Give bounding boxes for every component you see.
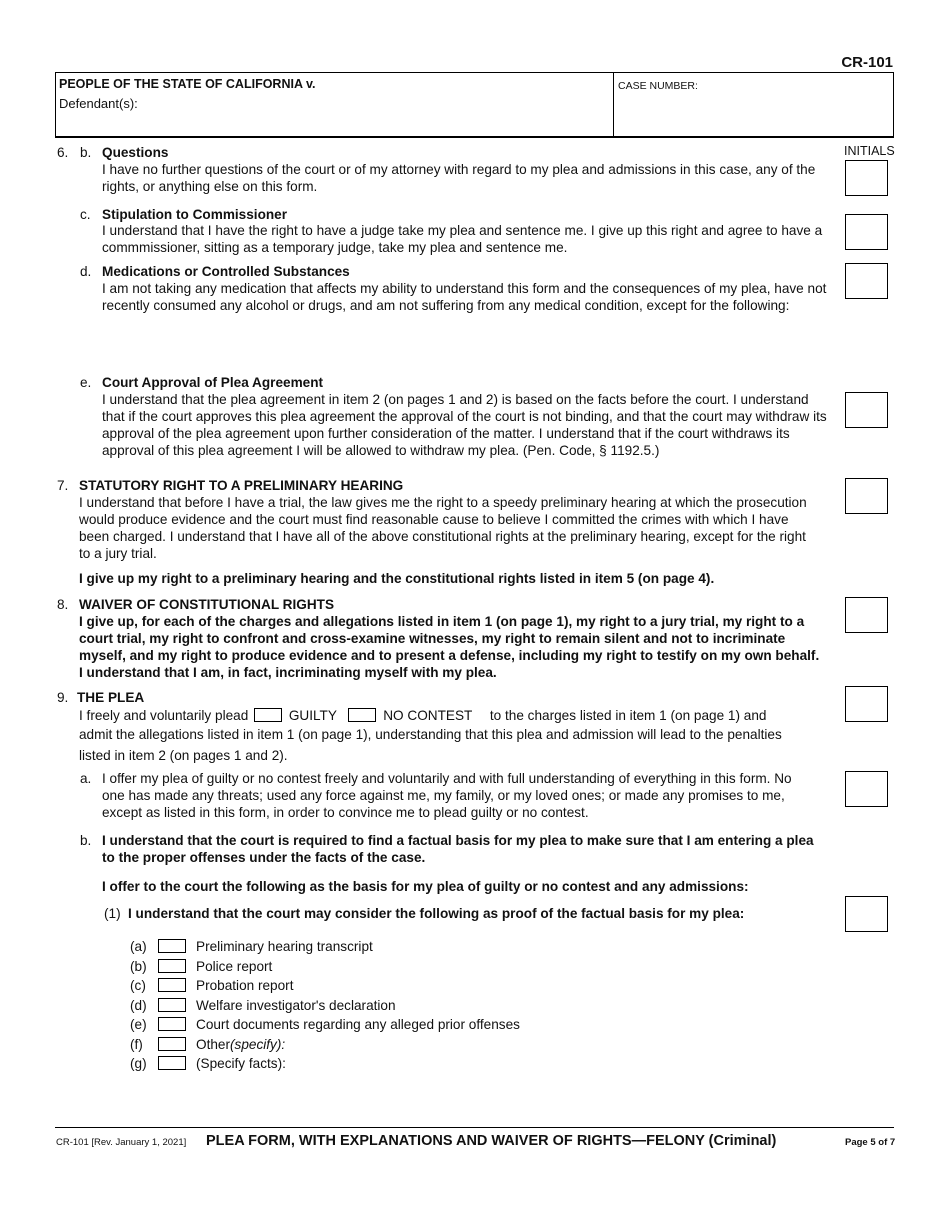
- initials-box-9[interactable]: [845, 686, 888, 722]
- option-letter: (a): [130, 939, 147, 954]
- option-c-row: [130, 977, 293, 994]
- guilty-label: GUILTY: [288, 708, 337, 723]
- item-9b-text: I understand that the court is required to find a factual basis for my plea to make sure that I am entering a plea to the proper offenses under the facts of the case.: [102, 833, 814, 865]
- option-a-checkbox[interactable]: [158, 939, 186, 953]
- item-6c-letter: c.: [80, 207, 91, 222]
- item-6e-title: Court Approval of Plea Agreement: [102, 375, 324, 390]
- item-6e-letter: e.: [80, 375, 92, 390]
- item-6b-title: Questions: [102, 145, 169, 160]
- option-letter: (f): [130, 1036, 143, 1052]
- option-c-checkbox[interactable]: [158, 978, 186, 992]
- form-id: CR-101: [841, 54, 893, 71]
- medical-condition-field[interactable]: [102, 318, 832, 368]
- initials-label: INITIALS: [844, 144, 895, 158]
- item-9b1-text: I understand that the court may consider the following as proof of the factual basis for my plea:: [128, 906, 745, 921]
- initials-box-7[interactable]: [845, 478, 888, 514]
- plea-line-3: listed in item 2 (on pages 1 and 2).: [79, 748, 288, 763]
- option-specify: (specify):: [230, 1036, 286, 1052]
- item-6d-letter: d.: [80, 264, 92, 279]
- initials-box-6b[interactable]: [845, 160, 888, 196]
- option-b-checkbox[interactable]: [158, 959, 186, 973]
- option-label: (Specify facts):: [196, 1056, 286, 1071]
- item-9b1-number: (1): [104, 906, 121, 921]
- item-7-text: I understand that before I have a trial, the law gives me the right to a speedy preliminary hearing at which the prosecution would produce evidence and the court must find reasonable cause to believe I committed the crimes with which I have been charged. I understand that I have all of the above constitutional rights at the preliminary hearing, except for the right to a jury trial.: [79, 495, 807, 561]
- option-label: Welfare investigator's declaration: [196, 997, 396, 1013]
- option-e-row: [130, 1016, 520, 1033]
- item-9b-offer: I offer to the court the following as the basis for my plea of guilty or no contest and any admissions:: [102, 879, 749, 894]
- initials-box-6d[interactable]: [845, 263, 888, 299]
- case-caption: PEOPLE OF THE STATE OF CALIFORNIA v.: [59, 77, 316, 91]
- plea-line-2: admit the allegations listed in item 1 (on page 1), understanding that this plea and admission will lead to the penalties: [79, 727, 782, 742]
- option-d-checkbox[interactable]: [158, 998, 186, 1012]
- option-letter: (e): [130, 1017, 147, 1032]
- plea-prefix: I freely and voluntarily plead: [79, 708, 249, 723]
- option-f-row: [130, 1036, 285, 1053]
- initials-box-9a[interactable]: [845, 771, 888, 807]
- option-a-row: [130, 938, 373, 955]
- no-contest-checkbox[interactable]: [348, 708, 376, 722]
- option-label: Probation report: [196, 978, 294, 993]
- option-label: Preliminary hearing transcript: [196, 939, 373, 954]
- item-6e-text: I understand that the plea agreement in item 2 (on pages 1 and 2) is based on the facts before the court. I understand that if the court approves this plea agreement the approval of the court is not binding, and that the court may withdraw its approval of the plea agreement upon further consideration of the matter. I understand that if the court withdraws its approval of this plea agreement I will be allowed to withdraw my plea. (Pen. Code, § 1192.5.): [102, 392, 827, 458]
- initials-box-8[interactable]: [845, 597, 888, 633]
- option-b-row: [130, 958, 272, 975]
- item-9-title: THE PLEA: [77, 690, 145, 705]
- initials-box-6c[interactable]: [845, 214, 888, 250]
- item-6b-text: I have no further questions of the court or of my attorney with regard to my plea and admissions in this case, any of the rights, or anything else on this form.: [102, 162, 816, 194]
- option-label: Police report: [196, 958, 273, 974]
- item-7-number: 7.: [57, 478, 69, 493]
- item-6-number: 6.: [57, 145, 69, 160]
- plea-suffix: to the charges listed in item 1 (on page 1) and: [489, 708, 767, 723]
- option-d-row: [130, 997, 396, 1014]
- item-7-title: STATUTORY RIGHT TO A PRELIMINARY HEARING: [79, 478, 404, 493]
- case-number-field[interactable]: CASE NUMBER:: [618, 80, 698, 92]
- guilty-checkbox[interactable]: [254, 708, 282, 722]
- item-9a-letter: a.: [80, 771, 92, 786]
- no-contest-label: NO CONTEST: [383, 708, 473, 723]
- defendant-field[interactable]: Defendant(s):: [59, 96, 138, 111]
- header-divider: [613, 72, 614, 138]
- option-letter: (b): [130, 958, 147, 974]
- item-6d-title: Medications or Controlled Substances: [102, 264, 350, 279]
- plea-line: [79, 707, 766, 724]
- item-9a-text: I offer my plea of guilty or no contest freely and voluntarily and with full understanding of everything in this form. No one has made any threats; used any force against me, my family, or my loved ones; or made any promises to me, except as listed in this form, in order to convince me to plead guilty or no contest.: [102, 771, 792, 820]
- option-letter: (c): [130, 978, 146, 993]
- item-6c-text: I understand that I have the right to have a judge take my plea and sentence me. I give up this right and agree to have a commmissioner, sitting as a temporary judge, take my plea and sentence me.: [102, 223, 823, 255]
- option-f-checkbox[interactable]: [158, 1037, 186, 1051]
- footer-revision: CR-101 [Rev. January 1, 2021]: [56, 1137, 187, 1148]
- item-9-number: 9.: [57, 690, 69, 705]
- option-letter: (g): [130, 1056, 147, 1071]
- footer-rule: [55, 1127, 894, 1128]
- footer-title: PLEA FORM, WITH EXPLANATIONS AND WAIVER OF RIGHTS—FELONY (Criminal): [206, 1133, 777, 1149]
- footer-page-number: Page 5 of 7: [845, 1137, 896, 1148]
- item-9b-letter: b.: [80, 833, 92, 848]
- item-6c-title: Stipulation to Commissioner: [102, 207, 288, 222]
- item-8-text: I give up, for each of the charges and allegations listed in item 1 (on page 1), my right to a jury trial, my right to a court trial, my right to confront and cross-examine witnesses, my right to remain silent and not to incriminate myself, and my right to produce evidence and to present a defense, including my right to testify on my own behalf. I understand that I am, in fact, incriminating myself with my plea.: [79, 614, 820, 680]
- option-g-checkbox[interactable]: [158, 1056, 186, 1070]
- item-6d-text: I am not taking any medication that affects my ability to understand this form and the consequences of my plea, have not recently consumed any alcohol or drugs, and am not suffering from any medical condition, except for the following:: [102, 281, 827, 313]
- option-letter: (d): [130, 997, 147, 1013]
- option-label: Other: [196, 1036, 230, 1052]
- item-6b-letter: b.: [80, 145, 92, 160]
- option-g-row: [130, 1055, 286, 1072]
- initials-box-9b1[interactable]: [845, 896, 888, 932]
- option-e-checkbox[interactable]: [158, 1017, 186, 1031]
- item-8-number: 8.: [57, 597, 69, 612]
- initials-box-6e[interactable]: [845, 392, 888, 428]
- item-7-waiver: I give up my right to a preliminary hearing and the constitutional rights listed in item 5 (on page 4).: [79, 571, 715, 586]
- item-8-title: WAIVER OF CONSTITUTIONAL RIGHTS: [79, 597, 335, 612]
- option-label: Court documents regarding any alleged prior offenses: [196, 1017, 520, 1032]
